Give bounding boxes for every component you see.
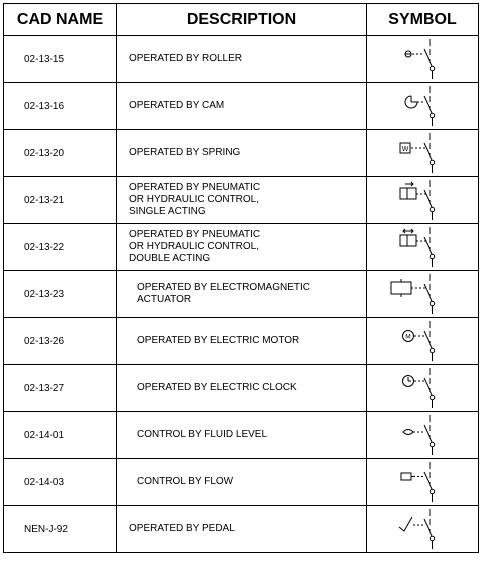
table-row: [4, 459, 479, 506]
cad-name-cell: 02-13-26: [4, 318, 117, 365]
table-header-row: [4, 4, 479, 36]
table-row: [4, 365, 479, 412]
spring-letter: W: [401, 146, 408, 153]
description-cell: OPERATED BY ELECTRIC CLOCK: [117, 365, 367, 412]
cad-name-cell: 02-14-01: [4, 412, 117, 459]
symbol-cell: [367, 83, 479, 130]
symbol-cell: [367, 506, 479, 553]
table-row: [4, 271, 479, 318]
description-cell: OPERATED BY ROLLER: [117, 36, 367, 83]
double-acting-cylinder-icon: [383, 225, 463, 269]
cad-name-cell: 02-13-27: [4, 365, 117, 412]
symbol-cell: [367, 412, 479, 459]
electric-motor-icon: [383, 319, 463, 363]
table-row: [4, 83, 479, 130]
header-symbol: SYMBOL: [367, 4, 479, 36]
description-cell: CONTROL BY FLUID LEVEL: [117, 412, 367, 459]
symbol-table: [3, 3, 479, 553]
symbol-cell: [367, 318, 479, 365]
description-cell: CONTROL BY FLOW: [117, 459, 367, 506]
description-cell: OPERATED BY PNEUMATIC OR HYDRAULIC CONTROL, SINGLE ACTING: [117, 177, 367, 224]
symbol-cell: [367, 459, 479, 506]
description-cell: OPERATED BY ELECTROMAGNETIC ACTUATOR: [117, 271, 367, 318]
description-cell: OPERATED BY SPRING: [117, 130, 367, 177]
table-row: [4, 506, 479, 553]
cam-operator-icon: [383, 84, 463, 128]
cad-name-cell: 02-13-21: [4, 177, 117, 224]
header-description: DESCRIPTION: [117, 4, 367, 36]
description-cell: OPERATED BY PNEUMATIC OR HYDRAULIC CONTROL, DOUBLE ACTING: [117, 224, 367, 271]
symbol-cell: [367, 224, 479, 271]
motor-letter: M: [404, 333, 411, 341]
cad-name-cell: 02-13-23: [4, 271, 117, 318]
cad-name-cell: 02-14-03: [4, 459, 117, 506]
cad-name-cell: 02-13-22: [4, 224, 117, 271]
table-row: [4, 318, 479, 365]
electromagnetic-actuator-icon: [383, 272, 463, 316]
header-cad-name: CAD NAME: [4, 4, 117, 36]
table-row: [4, 130, 479, 177]
cad-name-cell: 02-13-15: [4, 36, 117, 83]
table-row: [4, 177, 479, 224]
symbol-cell: [367, 365, 479, 412]
electric-clock-icon: [383, 366, 463, 410]
single-acting-cylinder-icon: [383, 178, 463, 222]
symbol-cell: [367, 177, 479, 224]
description-cell: OPERATED BY ELECTRIC MOTOR: [117, 318, 367, 365]
description-cell: OPERATED BY CAM: [117, 83, 367, 130]
roller-operator-icon: [383, 37, 463, 81]
table-row: [4, 224, 479, 271]
symbol-cell: [367, 130, 479, 177]
fluid-level-icon: [383, 413, 463, 457]
table-row: [4, 412, 479, 459]
description-cell: OPERATED BY PEDAL: [117, 506, 367, 553]
pedal-operator-icon: [383, 507, 463, 551]
flow-control-icon: [383, 460, 463, 504]
table-row: [4, 36, 479, 83]
spring-operator-icon: [383, 131, 463, 175]
cad-name-cell: 02-13-20: [4, 130, 117, 177]
cad-name-cell: 02-13-16: [4, 83, 117, 130]
symbol-cell: [367, 271, 479, 318]
cad-name-cell: NEN-J-92: [4, 506, 117, 553]
symbol-cell: [367, 36, 479, 83]
